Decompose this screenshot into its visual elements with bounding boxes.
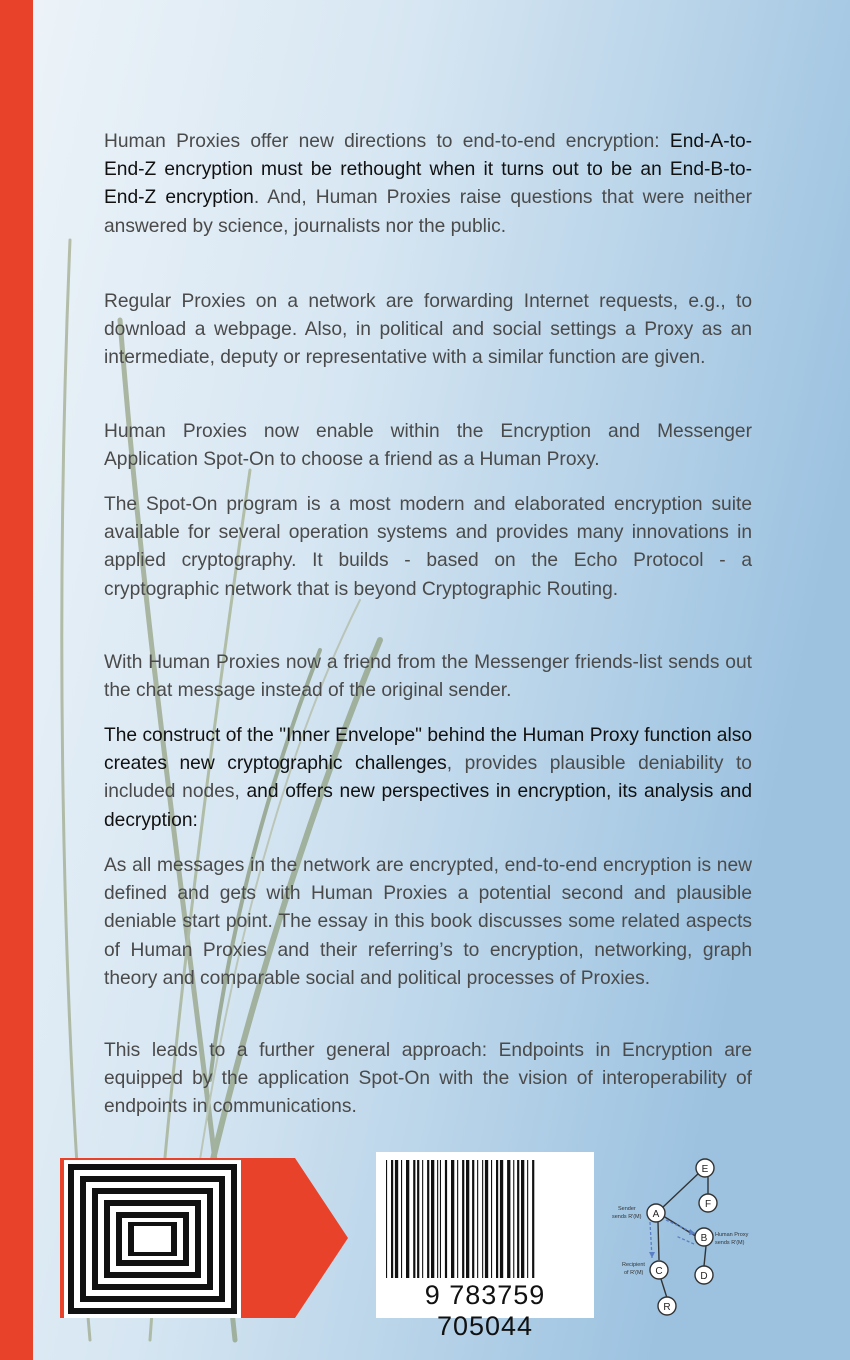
barcode-bar bbox=[521, 1160, 524, 1278]
barcode-bar bbox=[517, 1160, 519, 1278]
graph-node-label: F bbox=[704, 1199, 712, 1210]
paragraph-8: This leads to a further general approach: Endpoints in Encryption are equipped by the application Spot-On with the vision of interoperability of endpoints in communications. bbox=[104, 1040, 752, 1118]
paragraph-4: The Spot-On program is a most modern and elaborated encryption suite available for several operation systems and provides many innovations in applied cryptography. It builds - based on the Echo Protocol - a cryptographic network that is beyond Cryptographic Routing. bbox=[104, 494, 752, 600]
graph-node-label: C bbox=[655, 1266, 663, 1277]
barcode-bar bbox=[462, 1160, 464, 1278]
graph-node-label: D bbox=[700, 1271, 708, 1282]
barcode-bar bbox=[401, 1160, 402, 1278]
barcode-bar bbox=[451, 1160, 454, 1278]
barcode-bar bbox=[491, 1160, 492, 1278]
paragraph-3: Human Proxies now enable within the Encryption and Messenger Application Spot-On to choose a friend as a Human Proxy. bbox=[104, 421, 752, 471]
recipient-label: of R'(M) bbox=[624, 1270, 644, 1276]
paragraph-5: With Human Proxies now a friend from the Messenger friends-list sends out the chat message instead of the original sender. bbox=[104, 652, 752, 702]
barcode-bar bbox=[406, 1160, 409, 1278]
barcode-bar bbox=[413, 1160, 415, 1278]
graph-node-label: R bbox=[663, 1302, 671, 1313]
barcode-bar bbox=[417, 1160, 419, 1278]
publisher-badge bbox=[60, 1158, 348, 1318]
barcode-bar bbox=[472, 1160, 474, 1278]
sender-label: Sender bbox=[618, 1206, 636, 1212]
barcode-bar bbox=[386, 1160, 387, 1278]
barcode-bars bbox=[384, 1160, 586, 1280]
barcode-bar bbox=[532, 1160, 534, 1278]
barcode-bar bbox=[457, 1160, 458, 1278]
proxy-label: Human Proxy bbox=[715, 1232, 749, 1238]
barcode bbox=[376, 1152, 594, 1341]
barcode-bar bbox=[445, 1160, 447, 1278]
barcode-bar bbox=[427, 1160, 429, 1278]
barcode-bar bbox=[500, 1160, 503, 1278]
barcode-bar bbox=[440, 1160, 441, 1278]
recipient-label: Recipient bbox=[622, 1262, 645, 1268]
barcode-bar bbox=[422, 1160, 423, 1278]
barcode-bar bbox=[496, 1160, 498, 1278]
barcode-bar bbox=[507, 1160, 510, 1278]
barcode-bar bbox=[513, 1160, 514, 1278]
left-red-bar bbox=[0, 0, 33, 1360]
barcode-bar bbox=[437, 1160, 438, 1278]
proxy-label: sends R'(M) bbox=[715, 1240, 745, 1246]
barcode-bar bbox=[477, 1160, 478, 1278]
barcode-bar bbox=[485, 1160, 488, 1278]
paragraph-1: Human Proxies offer new directions to end-to-end encryption: End-A-to-End-Z encryption must be rethought when it turns out to be an End-B-to-End-Z encryption. And, Human Proxies raise questions that were neither answered by science, journalists nor the public. bbox=[104, 131, 752, 237]
barcode-bar bbox=[466, 1160, 469, 1278]
isbn-number: 9 783759 705044 bbox=[424, 1280, 546, 1341]
barcode-bar bbox=[527, 1160, 528, 1278]
barcode-bar bbox=[482, 1160, 483, 1278]
proxy-graph-diagram bbox=[604, 1148, 804, 1324]
barcode-bar bbox=[431, 1160, 434, 1278]
paragraph-2: Regular Proxies on a network are forwarding Internet requests, e.g., to download a webpage. Also, in political and social settings a Proxy as an intermediate, deputy or representative with a similar function are given. bbox=[104, 291, 752, 369]
graph-node-label: B bbox=[700, 1233, 708, 1244]
sender-label: sends R'(M) bbox=[612, 1214, 642, 1220]
barcode-bar bbox=[391, 1160, 393, 1278]
graph-node-label: E bbox=[701, 1164, 709, 1175]
barcode-bar bbox=[395, 1160, 398, 1278]
paragraph-7: As all messages in the network are encrypted, end-to-end encryption is new defined and gets with Human Proxies a potential second and plausible deniable start point. The essay in this book discusses some related aspects of Human Proxies and their referring’s to encryption, networking, graph theory and comparable social and political processes of Proxies. bbox=[104, 855, 752, 989]
paragraph-6: The construct of the "Inner Envelope" behind the Human Proxy function also creates new cryptographic challenges, provides plausible deniability to included nodes, and offers new perspectives in encryption, its analysis and decryption: bbox=[104, 725, 753, 831]
graph-node-label: A bbox=[652, 1209, 660, 1220]
